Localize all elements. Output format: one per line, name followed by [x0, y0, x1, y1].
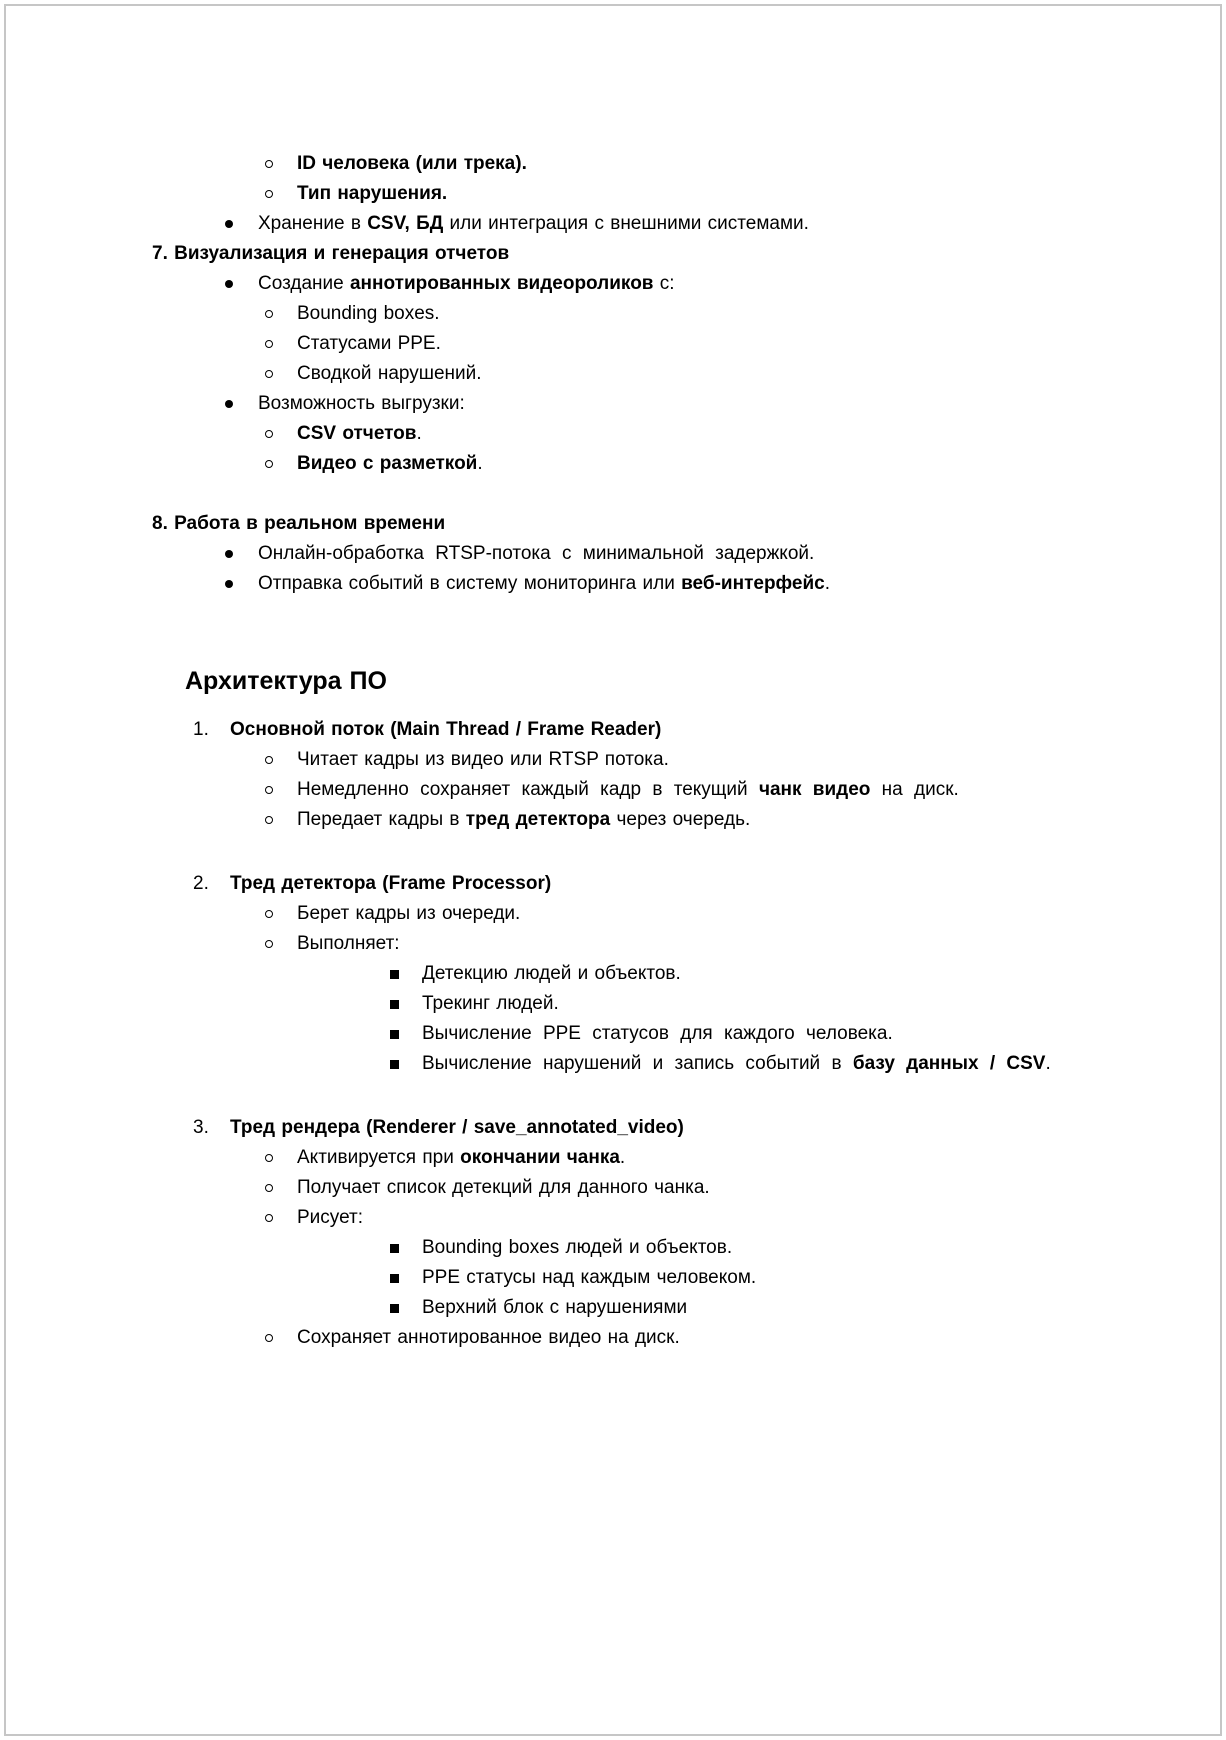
bullet-list-item: [152, 1263, 1130, 1293]
square-bullet-icon: [390, 959, 422, 989]
list-item-text: [297, 775, 1130, 805]
bold-text-run: чанк видео: [758, 779, 871, 800]
disc-bullet-icon: [225, 569, 258, 599]
list-item-text: [297, 329, 1130, 359]
text-run: Возможность выгрузки:: [258, 393, 465, 414]
text-run: Немедленно сохраняет каждый кадр в текущий: [297, 779, 759, 800]
list-item-text: [297, 179, 1130, 209]
list-item-text: [422, 1263, 1130, 1293]
bullet-list-item: [152, 419, 1130, 449]
text-run: Активируется при: [297, 1147, 461, 1168]
bullet-list-item: [152, 989, 1130, 1019]
square-bullet-icon: [390, 1049, 422, 1079]
text-run: .: [416, 423, 422, 444]
numbered-item-title: Тред рендера (Renderer / save_annotated_video): [230, 1117, 684, 1138]
text-run: Вычисление нарушений и запись событий в: [422, 1053, 853, 1074]
text-run: Читает кадры из видео или RTSP потока.: [297, 749, 669, 770]
bold-text-run: CSV, БД: [367, 213, 444, 234]
document-content: [6, 6, 1220, 1353]
bullet-list-item: [152, 329, 1130, 359]
circle-bullet-icon: [265, 805, 297, 835]
circle-bullet-icon: [265, 449, 297, 479]
list-item-text: [422, 1019, 1130, 1049]
circle-bullet-icon: [265, 1173, 297, 1203]
text-run: Bounding boxes людей и объектов.: [422, 1237, 733, 1258]
list-item-text: [297, 805, 1130, 835]
text-run: или интеграция с внешними системами.: [443, 213, 809, 234]
list-item-text: [258, 569, 1130, 599]
square-bullet-icon: [390, 1233, 422, 1263]
text-run: с:: [653, 273, 675, 294]
numbered-list-item: [152, 715, 1130, 745]
bold-text-run: аннотированных видеороликов: [349, 273, 654, 294]
disc-bullet-icon: [225, 539, 258, 569]
text-run: .: [824, 573, 831, 594]
text-run: Берет кадры из очереди.: [297, 903, 521, 924]
numbered-item-title: Тред детектора (Frame Processor): [230, 873, 552, 894]
bold-text-run: базу данных / CSV: [852, 1053, 1046, 1074]
bullet-list-item: [152, 299, 1130, 329]
circle-bullet-icon: [265, 149, 297, 179]
text-run: Сводкой нарушений.: [297, 363, 482, 384]
list-item-text: [297, 149, 1130, 179]
text-run: Передает кадры в: [297, 809, 466, 830]
bullet-list-item: [152, 449, 1130, 479]
numbered-item-title: Основной поток (Main Thread / Frame Reader): [230, 719, 662, 740]
circle-bullet-icon: [265, 299, 297, 329]
text-run: Верхний блок с нарушениями: [422, 1297, 688, 1318]
list-item-text: [297, 1173, 1130, 1203]
text-run: .: [1045, 1053, 1051, 1074]
square-bullet-icon: [390, 1293, 422, 1323]
bold-text-run: веб-интерфейс: [681, 573, 825, 594]
list-item-text: [258, 389, 1130, 419]
bold-text-run: Тип нарушения.: [297, 183, 448, 204]
numbered-section-heading: 7. Визуализация и генерация отчетов: [152, 243, 510, 264]
text-run: Статусами PPE.: [297, 333, 441, 354]
bold-text-run: Видео с разметкой: [297, 453, 478, 474]
list-item-text: [422, 1293, 1130, 1323]
bullet-list-item: [152, 929, 1130, 959]
bullet-list-item: [152, 149, 1130, 179]
bullet-list-item: [152, 1323, 1130, 1353]
text-run: PPE статусы над каждым человеком.: [422, 1267, 757, 1288]
list-number: 2.: [193, 873, 209, 894]
list-item-text: [422, 989, 1130, 1019]
bullet-list-item: [152, 1203, 1130, 1233]
list-item-text: [297, 1323, 1130, 1353]
text-run: Рисует:: [297, 1207, 363, 1228]
circle-bullet-icon: [265, 775, 297, 805]
list-item-text: [422, 959, 1130, 989]
circle-bullet-icon: [265, 1323, 297, 1353]
bold-text-run: CSV отчетов: [297, 423, 417, 444]
circle-bullet-icon: [265, 359, 297, 389]
text-run: Создание: [258, 273, 350, 294]
square-bullet-icon: [390, 1263, 422, 1293]
disc-bullet-icon: [225, 209, 258, 239]
text-run: Сохраняет аннотированное видео на диск.: [297, 1327, 680, 1348]
list-item-text: [258, 269, 1130, 299]
bold-text-run: ID человека (или трека).: [297, 153, 527, 174]
list-item-text: [258, 209, 1130, 239]
bullet-list-item: [152, 209, 1130, 239]
text-run: Выполняет:: [297, 933, 400, 954]
numbered-list-item: [152, 1113, 1130, 1143]
circle-bullet-icon: [265, 179, 297, 209]
text-run: через очередь.: [610, 809, 751, 830]
circle-bullet-icon: [265, 329, 297, 359]
bullet-list-item: [152, 539, 1130, 569]
text-run: .: [619, 1147, 626, 1168]
bullet-list-item: [152, 569, 1130, 599]
section-heading: Архитектура ПО: [185, 667, 387, 695]
numbered-section-heading: 8. Работа в реальном времени: [152, 513, 446, 534]
list-number: 1.: [193, 719, 209, 740]
circle-bullet-icon: [265, 419, 297, 449]
text-run: Трекинг людей.: [422, 993, 559, 1014]
list-item-text: [297, 1143, 1130, 1173]
bold-text-run: тред детектора: [465, 809, 611, 830]
text-run: Вычисление PPE статусов для каждого человека.: [422, 1023, 893, 1044]
circle-bullet-icon: [265, 745, 297, 775]
list-number: 3.: [193, 1117, 209, 1138]
bullet-list-item: [152, 1143, 1130, 1173]
bullet-list-item: [152, 1019, 1130, 1049]
text-run: Онлайн-обработка RTSP-потока с минимальной задержкой.: [258, 543, 815, 564]
list-item-text: [422, 1233, 1130, 1263]
square-bullet-icon: [390, 1019, 422, 1049]
list-item-text: [297, 299, 1130, 329]
text-run: Хранение в: [258, 213, 368, 234]
text-run: Отправка событий в систему мониторинга или: [258, 573, 682, 594]
list-item-text: [297, 359, 1130, 389]
bullet-list-item: [152, 805, 1130, 835]
list-item-text: [258, 539, 1130, 569]
list-item-text: [297, 449, 1130, 479]
text-run: Bounding boxes.: [297, 303, 440, 324]
bullet-list-item: [152, 389, 1130, 419]
bullet-list-item: [152, 899, 1130, 929]
list-item-text: [297, 929, 1130, 959]
list-item-text: [297, 745, 1130, 775]
disc-bullet-icon: [225, 389, 258, 419]
list-item-text: [297, 419, 1130, 449]
bullet-list-item: [152, 1293, 1130, 1323]
circle-bullet-icon: [265, 1143, 297, 1173]
circle-bullet-icon: [265, 899, 297, 929]
list-item-text: [297, 1203, 1130, 1233]
bullet-list-item: [152, 1173, 1130, 1203]
bullet-list-item: [152, 745, 1130, 775]
list-item-text: [422, 1049, 1130, 1079]
text-run: Получает список детекций для данного чанка.: [297, 1177, 710, 1198]
circle-bullet-icon: [265, 1203, 297, 1233]
disc-bullet-icon: [225, 269, 258, 299]
numbered-list-item: [152, 869, 1130, 899]
text-run: .: [477, 453, 483, 474]
document-page: [4, 4, 1222, 1736]
bullet-list-item: [152, 179, 1130, 209]
text-run: Детекцию людей и объектов.: [422, 963, 681, 984]
bold-text-run: окончании чанка: [460, 1147, 620, 1168]
square-bullet-icon: [390, 989, 422, 1019]
list-item-text: [297, 899, 1130, 929]
bullet-list-item: [152, 1233, 1130, 1263]
circle-bullet-icon: [265, 929, 297, 959]
bullet-list-item: [152, 359, 1130, 389]
bullet-list-item: [152, 269, 1130, 299]
bullet-list-item: [152, 1049, 1130, 1079]
bullet-list-item: [152, 775, 1130, 805]
bullet-list-item: [152, 959, 1130, 989]
text-run: на диск.: [870, 779, 959, 800]
